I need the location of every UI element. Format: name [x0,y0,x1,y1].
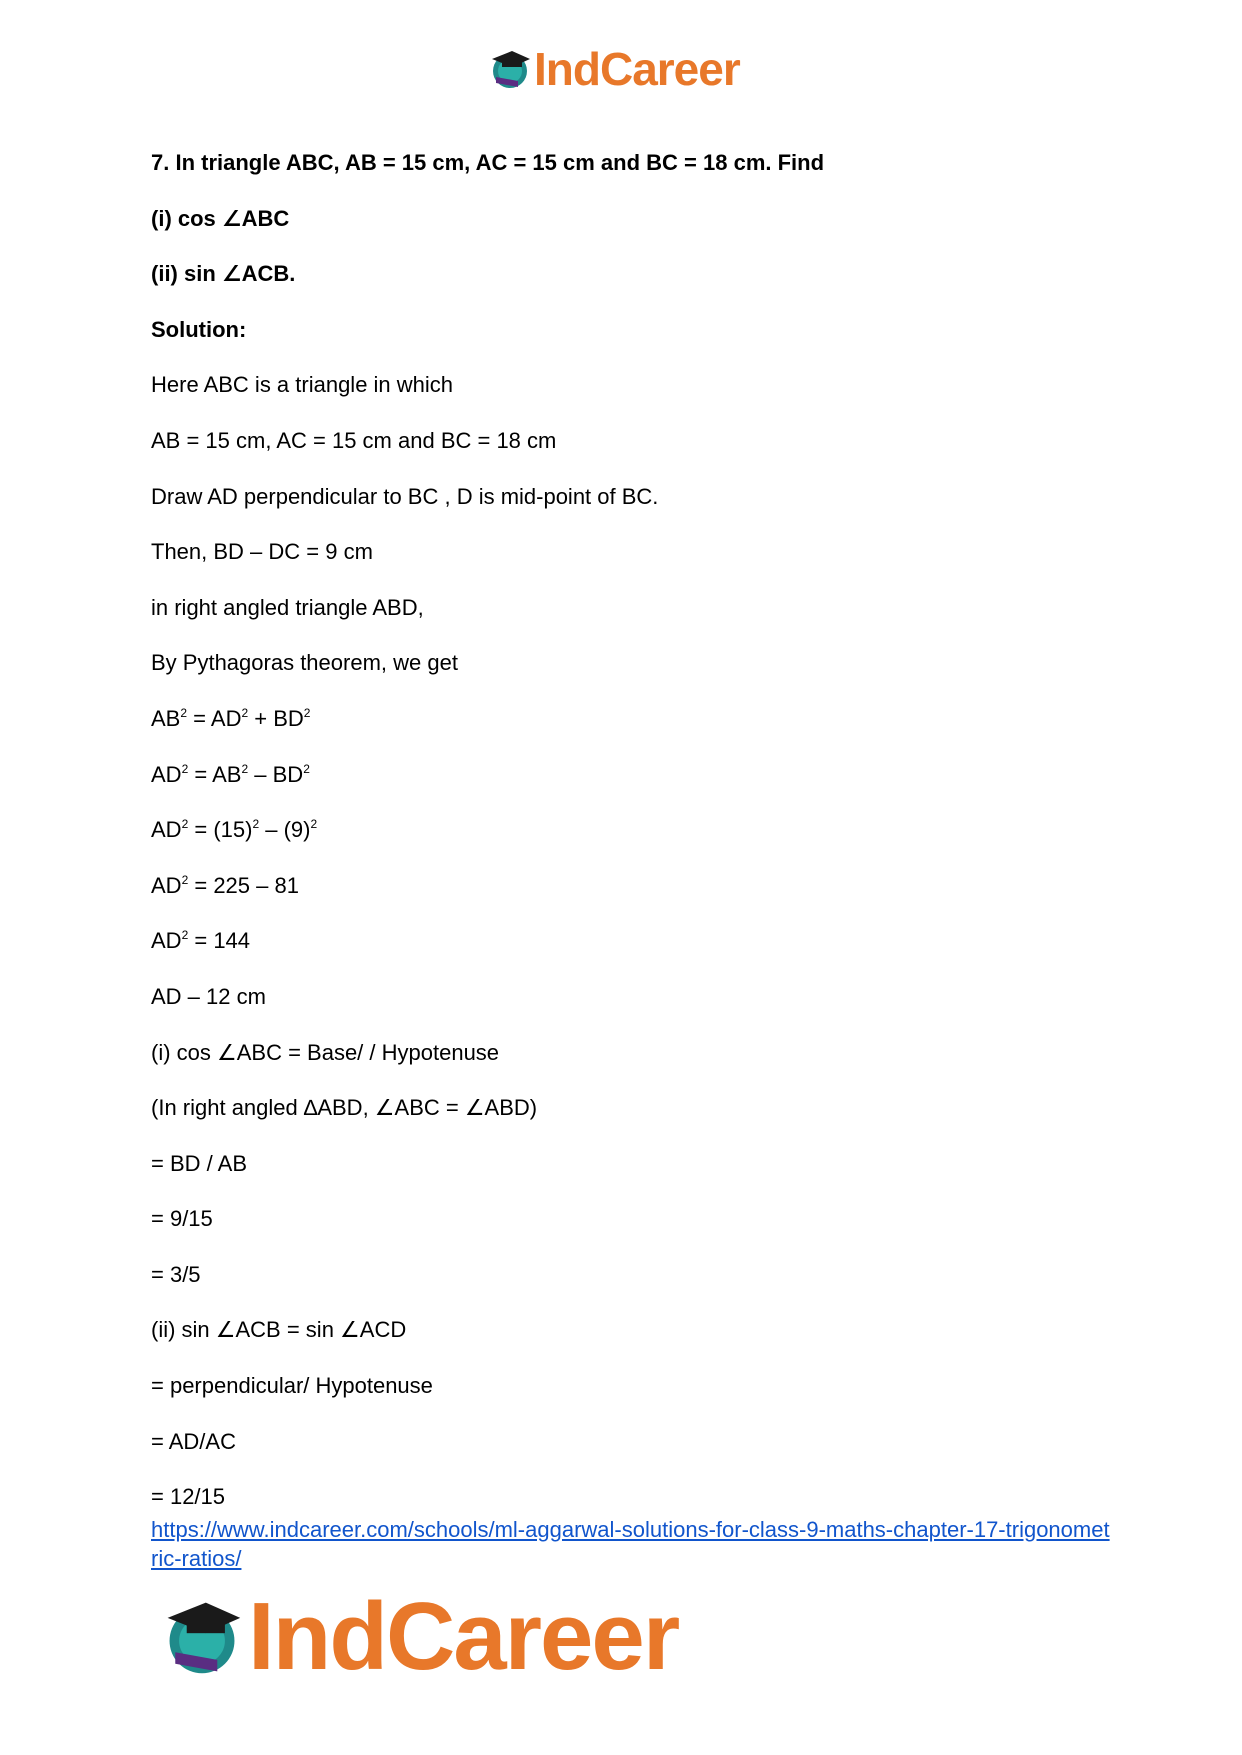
solution-line: AB = 15 cm, AC = 15 cm and BC = 18 cm [151,427,557,453]
solution-line: = BD / AB [151,1150,247,1176]
solution-line: Then, BD – DC = 9 cm [151,539,373,565]
question-part-1: (i) cos ∠ABC [151,205,290,231]
solution-heading: Solution: [151,316,247,342]
logo-text: IndCareer [534,43,740,95]
document-body [151,145,1111,1535]
solution-line: By Pythagoras theorem, we get [151,650,458,676]
source-link[interactable]: https://www.indcareer.com/schools/ml-aggarwal-solutions-for-class-9-maths-chapter-17-trigonometric-ratios/ [151,1517,1110,1571]
header-logo [488,42,740,96]
equation-line: $AD^2 = 144$ [151,928,251,954]
solution-line: (i) cos ∠ABC = Base/ / Hypotenuse [151,1039,500,1065]
solution-line: = 9/15 [151,1206,213,1232]
solution-line: (In right angled ∆ABD, ∠ABC = ∠ABD) [151,1095,538,1121]
solution-line: Draw AD perpendicular to BC , D is mid-point of BC. [151,483,659,509]
solution-line: = 3/5 [151,1261,201,1287]
question-title: 7. In triangle ABC, AB = 15 cm, AC = 15 cm and BC = 18 cm. Find [151,150,825,175]
logo-text: IndCareer [248,1583,679,1690]
solution-line: = 12/15 [151,1484,226,1510]
solution-line: Here ABC is a triangle in which [151,372,454,398]
graduation-globe-icon [160,1595,244,1679]
solution-line: in right angled triangle ABD, [151,594,424,620]
solution-line: (ii) sin ∠ACB = sin ∠ACD [151,1317,407,1343]
solution-line: = perpendicular/ Hypotenuse [151,1373,433,1399]
solution-line: = AD/AC [151,1428,236,1454]
question-part-2: (ii) sin ∠ACB. [151,261,296,287]
solution-line: AD – 12 cm [151,983,266,1009]
equation-line: $AB^2 = AD^2 + BD^2$ [151,705,311,731]
equation-line: $AD^2 = 225 - 81$ [151,872,299,898]
graduation-globe-icon [488,47,532,91]
equation-line: $AD^2 = (15)^2 - (9)^2$ [151,817,318,843]
equation-line: $AD^2 = AB^2 - BD^2$ [151,761,310,787]
footer-logo [160,1582,678,1692]
